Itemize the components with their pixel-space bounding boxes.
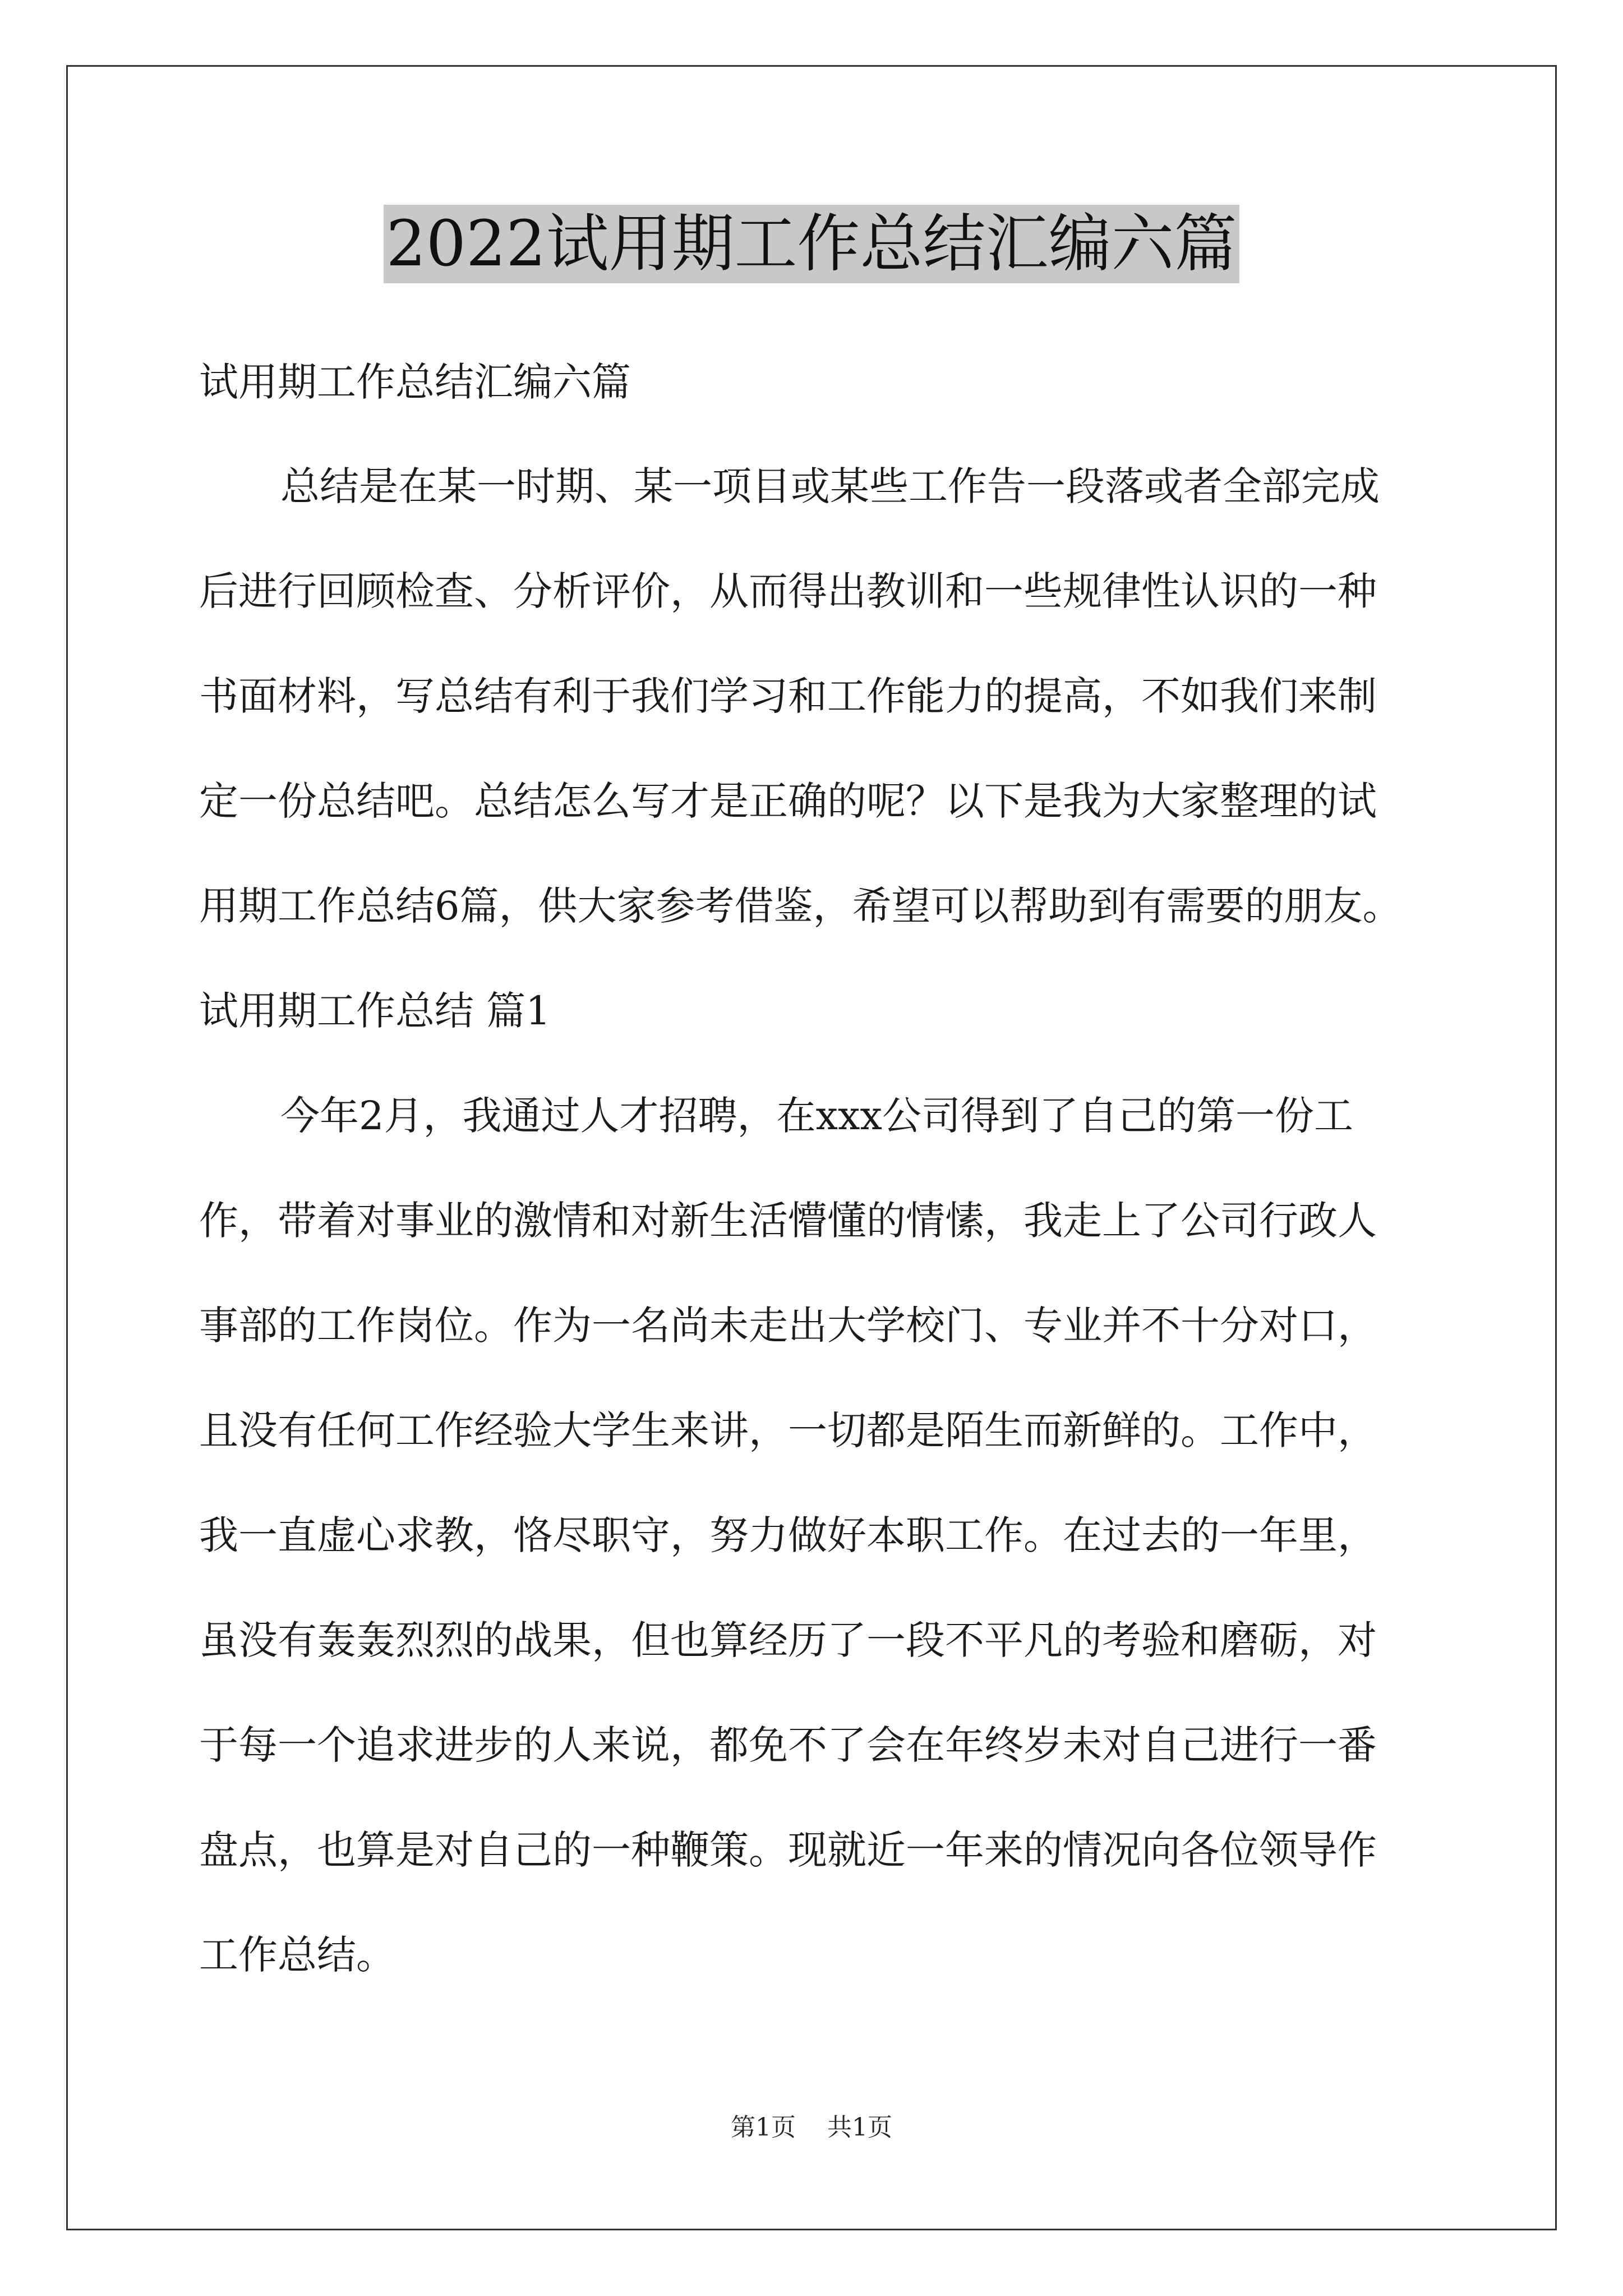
document-subtitle: 试用期工作总结汇编六篇 — [199, 359, 631, 405]
body-line: 盘点，也算是对自己的一种鞭策。现就近一年来的情况向各位领导作 — [199, 1827, 1377, 1873]
intro-line: 用期工作总结6篇，供大家参考借鉴，希望可以帮助到有需要的朋友。 — [199, 883, 1402, 929]
document-title: 2022试用期工作总结汇编六篇 — [384, 205, 1239, 283]
page-number-current: 第1页 — [731, 2113, 796, 2142]
intro-line: 定一份总结吧。总结怎么写才是正确的呢？以下是我为大家整理的试 — [199, 778, 1377, 824]
body-line: 于每一个追求进步的人来说，都免不了会在年终岁未对自己进行一番 — [199, 1722, 1377, 1768]
body-line: 事部的工作岗位。作为一名尚未走出大学校门、专业并不十分对口， — [199, 1303, 1377, 1349]
body-line: 作，带着对事业的激情和对新生活懵懂的情愫，我走上了公司行政人 — [199, 1198, 1377, 1244]
title-container — [0, 205, 1623, 283]
body-line: 工作总结。 — [199, 1932, 395, 1978]
page-number-total: 共1页 — [827, 2113, 892, 2142]
section-heading: 试用期工作总结 篇1 — [199, 988, 551, 1034]
intro-line: 后进行回顾检查、分析评价，从而得出教训和一些规律性认识的一种 — [199, 568, 1377, 614]
body-line: 今年2月，我通过人才招聘，在xxx公司得到了自己的第一份工 — [280, 1093, 1353, 1139]
intro-line: 书面材料，写总结有利于我们学习和工作能力的提高，不如我们来制 — [199, 673, 1377, 719]
body-line: 虽没有轰轰烈烈的战果，但也算经历了一段不平凡的考验和磨砺，对 — [199, 1617, 1377, 1663]
page-footer — [0, 2112, 1623, 2143]
body-line: 我一直虚心求教，恪尽职守，努力做好本职工作。在过去的一年里， — [199, 1512, 1377, 1558]
intro-line: 总结是在某一时期、某一项目或某些工作告一段落或者全部完成 — [280, 463, 1380, 509]
body-line: 且没有任何工作经验大学生来讲，一切都是陌生而新鲜的。工作中， — [199, 1407, 1377, 1453]
